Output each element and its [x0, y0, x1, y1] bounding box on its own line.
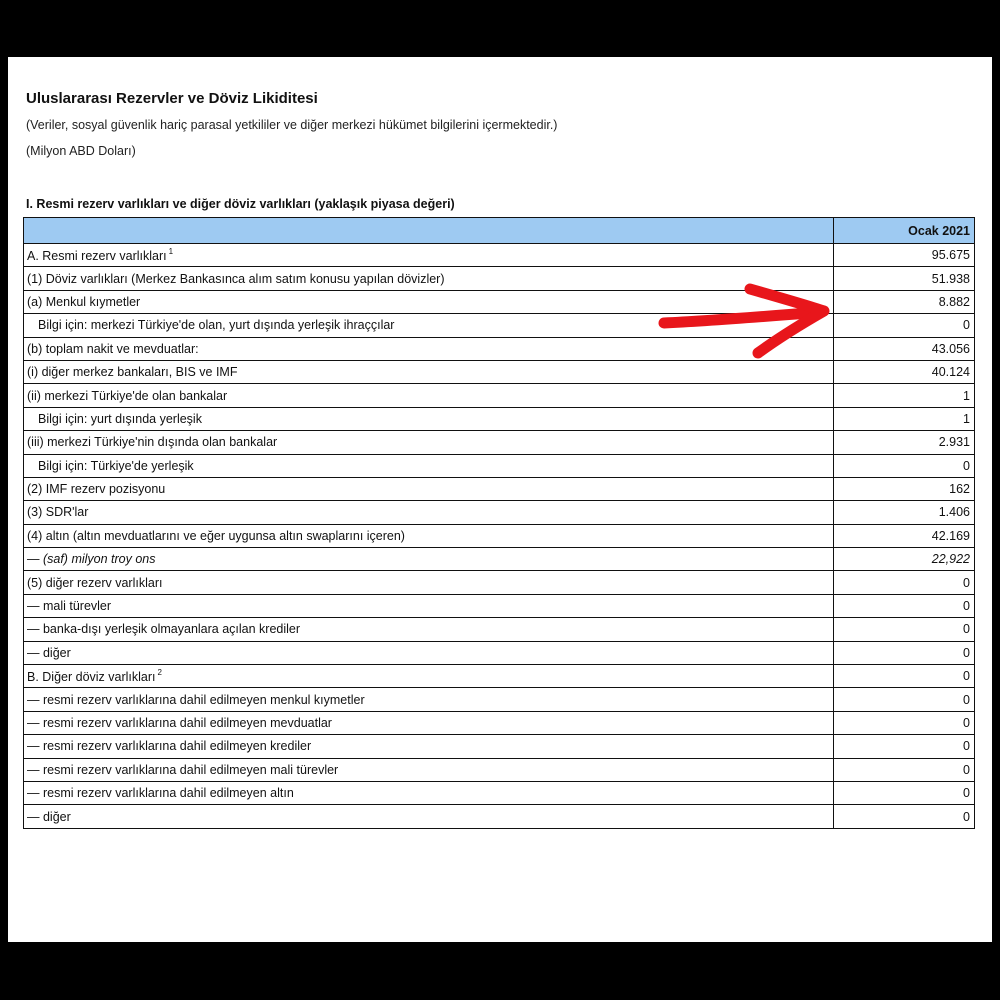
table-row	[24, 431, 975, 454]
row-value-cell: 1.406	[834, 501, 975, 524]
row-label: (i) diğer merkez bankaları, BIS ve IMF	[27, 365, 238, 380]
row-label-cell	[24, 454, 834, 477]
row-value-cell: 0	[834, 594, 975, 617]
table-row	[24, 758, 975, 781]
footnote-marker: 1	[168, 247, 174, 257]
row-value-cell: 162	[834, 477, 975, 500]
row-label: — resmi rezerv varlıklarına dahil edilmeyen mevduatlar	[27, 716, 332, 730]
row-value-cell: 0	[834, 805, 975, 828]
row-label-cell	[24, 805, 834, 828]
row-value-cell: 0	[834, 641, 975, 664]
row-label: Bilgi için: Türkiye'de yerleşik	[38, 458, 194, 473]
row-label: — resmi rezerv varlıklarına dahil edilmeyen menkul kıymetler	[27, 692, 365, 707]
row-value-cell: 1	[834, 407, 975, 430]
row-label-cell	[24, 477, 834, 500]
table-row	[24, 805, 975, 828]
row-value-cell: 42.169	[834, 524, 975, 547]
row-label: (3) SDR'lar	[27, 505, 89, 520]
row-value-cell: 0	[834, 688, 975, 711]
row-value-cell: 2.931	[834, 431, 975, 454]
table-row	[24, 267, 975, 290]
row-value-cell: 0	[834, 314, 975, 337]
table-row	[24, 618, 975, 641]
row-label-cell	[24, 524, 834, 547]
row-value-cell: 0	[834, 781, 975, 804]
document-page	[8, 57, 992, 942]
row-label: (2) IMF rezerv pozisyonu	[27, 482, 166, 497]
row-label-cell	[24, 244, 834, 267]
row-label-cell	[24, 407, 834, 430]
row-label: (b) toplam nakit ve mevduatlar:	[27, 341, 199, 356]
table-row	[24, 665, 975, 688]
row-label: — banka-dışı yerleşik olmayanlara açılan krediler	[27, 622, 301, 637]
row-value-cell: 51.938	[834, 267, 975, 290]
row-label-cell	[24, 735, 834, 758]
document-unit: (Milyon ABD Doları)	[26, 144, 136, 158]
row-label-cell	[24, 337, 834, 360]
row-value-cell: 0	[834, 735, 975, 758]
table-row	[24, 477, 975, 500]
row-value-cell: 22,922	[834, 548, 975, 571]
row-label: Bilgi için: yurt dışında yerleşik	[38, 411, 202, 426]
header-label-cell	[24, 218, 834, 244]
table-row	[24, 290, 975, 313]
table-row	[24, 384, 975, 407]
table-row	[24, 407, 975, 430]
row-label-cell	[24, 571, 834, 594]
row-label-cell	[24, 314, 834, 337]
row-label: (ii) merkezi Türkiye'de olan bankalar	[27, 388, 228, 403]
row-label: A. Resmi rezerv varlıkları	[27, 249, 167, 264]
document-subtitle: (Veriler, sosyal güvenlik hariç parasal yetkililer ve diğer merkezi hükümet bilgilerini içermektedir.)	[26, 118, 558, 132]
table-row	[24, 501, 975, 524]
table-row	[24, 594, 975, 617]
row-value-cell: 0	[834, 571, 975, 594]
table-row	[24, 548, 975, 571]
row-label: — (saf) milyon troy ons	[27, 552, 156, 567]
table-row	[24, 244, 975, 267]
row-label-cell	[24, 594, 834, 617]
table-row	[24, 641, 975, 664]
row-label: (5) diğer rezerv varlıkları	[27, 575, 163, 590]
row-label-cell	[24, 548, 834, 571]
row-label: B. Diğer döviz varlıkları	[27, 670, 156, 685]
row-value-cell: 0	[834, 758, 975, 781]
row-label-cell	[24, 781, 834, 804]
table-row	[24, 337, 975, 360]
row-label: — resmi rezerv varlıklarına dahil edilmeyen krediler	[27, 739, 312, 754]
table-row	[24, 454, 975, 477]
footnote-marker: 2	[157, 668, 162, 678]
row-label: — mali türevler	[27, 599, 112, 614]
row-label-cell	[24, 360, 834, 383]
row-label: — resmi rezerv varlıklarına dahil edilmeyen mali türevler	[27, 762, 339, 777]
row-label-cell	[24, 665, 834, 688]
row-label: Bilgi için: merkezi Türkiye'de olan, yurt dışında yerleşik ihraççılar	[38, 318, 395, 333]
table-row	[24, 735, 975, 758]
table-row	[24, 360, 975, 383]
row-label-cell	[24, 641, 834, 664]
row-value-cell: 95.675	[834, 244, 975, 267]
header-period-cell: Ocak 2021	[834, 218, 975, 244]
table-row	[24, 571, 975, 594]
row-label-cell	[24, 431, 834, 454]
table-header-row	[24, 218, 975, 244]
row-label: — diğer	[27, 809, 71, 824]
row-label-cell	[24, 711, 834, 734]
document-title: Uluslararası Rezervler ve Döviz Likiditesi	[26, 90, 318, 107]
row-label-cell	[24, 758, 834, 781]
row-value-cell: 0	[834, 618, 975, 641]
row-value-cell: 8.882	[834, 290, 975, 313]
row-label-cell	[24, 688, 834, 711]
row-value-cell: 0	[834, 665, 975, 688]
section-title: I. Resmi rezerv varlıkları ve diğer döviz varlıkları (yaklaşık piyasa değeri)	[26, 197, 455, 211]
row-label-cell	[24, 501, 834, 524]
row-label: — diğer	[27, 645, 71, 660]
row-value-cell: 0	[834, 711, 975, 734]
row-value-cell: 1	[834, 384, 975, 407]
row-label-cell	[24, 618, 834, 641]
table-row	[24, 711, 975, 734]
row-label: (4) altın (altın mevduatlarını ve eğer uygunsa altın swaplarını içeren)	[27, 528, 405, 543]
table-row	[24, 688, 975, 711]
row-label-cell	[24, 384, 834, 407]
table-row	[24, 781, 975, 804]
row-label: — resmi rezerv varlıklarına dahil edilmeyen altın	[27, 786, 294, 801]
row-value-cell: 40.124	[834, 360, 975, 383]
row-value-cell: 43.056	[834, 337, 975, 360]
row-label: (iii) merkezi Türkiye'nin dışında olan bankalar	[27, 435, 278, 450]
table-row	[24, 524, 975, 547]
table-row	[24, 314, 975, 337]
row-label: (1) Döviz varlıkları (Merkez Bankasınca alım satım konusu yapılan dövizler)	[27, 271, 445, 286]
row-value-cell: 0	[834, 454, 975, 477]
reserves-table	[23, 217, 975, 829]
row-label-cell	[24, 267, 834, 290]
row-label-cell	[24, 290, 834, 313]
row-label: (a) Menkul kıymetler	[27, 294, 141, 309]
